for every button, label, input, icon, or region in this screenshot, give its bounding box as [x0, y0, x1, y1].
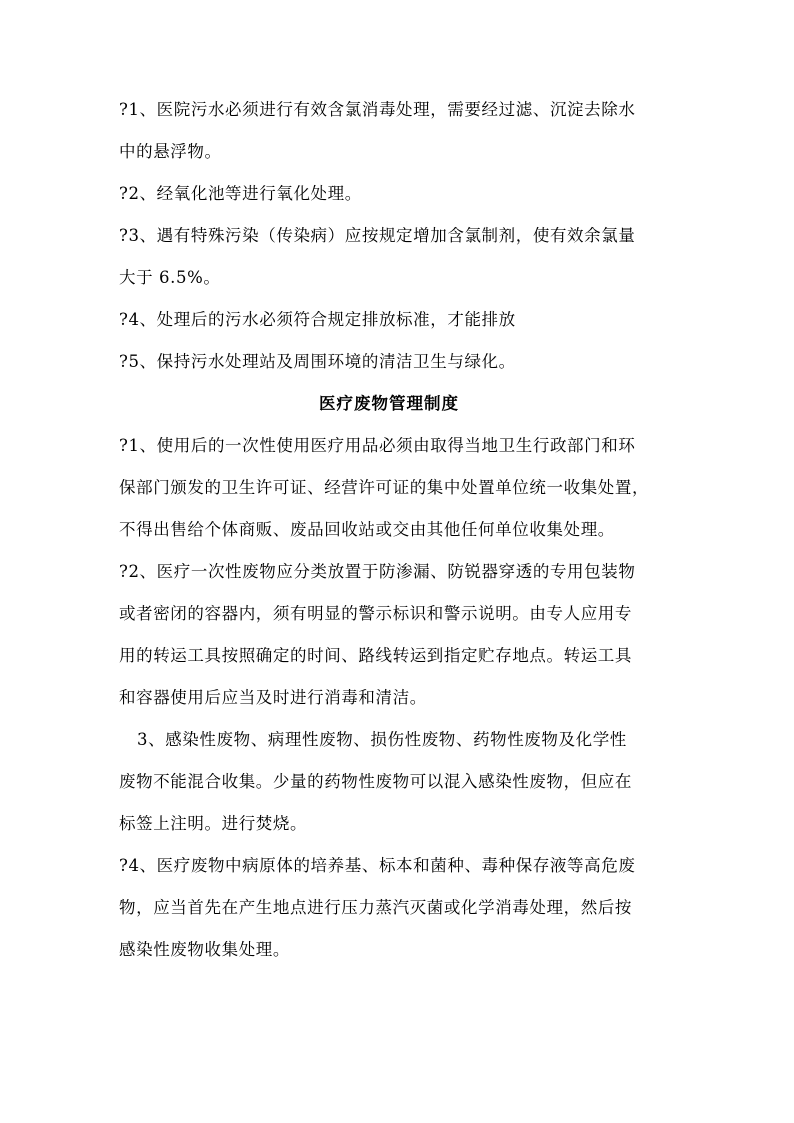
- section-title: 医疗废物管理制度: [319, 394, 459, 413]
- paragraph-line: ?3、遇有特殊污染（传染病）应按规定增加含氯制剂，使有效余氯量: [119, 226, 636, 245]
- paragraph-line: ?1、医院污水必须进行有效含氯消毒处理，需要经过滤、沉淀去除水: [119, 100, 636, 119]
- paragraph-line: 和容器使用后应当及时进行消毒和清洁。: [119, 688, 427, 707]
- paragraph-line: 中的悬浮物。: [119, 142, 222, 161]
- paragraph-line: 用的转运工具按照确定的时间、路线转运到指定贮存地点。转运工具: [119, 646, 632, 665]
- paragraph-line: ?2、医疗一次性废物应分类放置于防渗漏、防锐器穿透的专用包装物: [119, 562, 636, 581]
- paragraph-line: 物，应当首先在产生地点进行压力蒸汽灭菌或化学消毒处理，然后按: [119, 898, 632, 917]
- paragraph-line: 废物不能混合收集。少量的药物性废物可以混入感染性废物，但应在: [119, 772, 632, 791]
- paragraph-line: ?4、处理后的污水必须符合规定排放标准，才能排放: [119, 310, 516, 329]
- paragraph-line: ?2、经氧化池等进行氧化处理。: [119, 184, 362, 203]
- paragraph-line: 不得出售给个体商贩、废品回收站或交由其他任何单位收集处理。: [119, 520, 615, 539]
- document-page: [119, 100, 679, 982]
- paragraph-line: 标签上注明。进行焚烧。: [119, 814, 308, 833]
- paragraph-line: ?4、医疗废物中病原体的培养基、标本和菌种、毒种保存液等高危废: [119, 856, 636, 875]
- paragraph-line: 或者密闭的容器内，须有明显的警示标识和警示说明。由专人应用专: [119, 604, 632, 623]
- paragraph-line: 感染性废物收集处理。: [119, 940, 290, 959]
- paragraph-line: 保部门颁发的卫生许可证、经营许可证的集中处置单位统一收集处置，: [119, 478, 650, 497]
- paragraph-line: ?5、保持污水处理站及周围环境的清洁卫生与绿化。: [119, 352, 516, 371]
- paragraph-line: 3、感染性废物、病理性废物、损伤性废物、药物性废物及化学性: [137, 730, 627, 749]
- paragraph-line: 大于 6.5%。: [119, 268, 221, 287]
- paragraph-line: ?1、使用后的一次性使用医疗用品必须由取得当地卫生行政部门和环: [119, 436, 636, 455]
